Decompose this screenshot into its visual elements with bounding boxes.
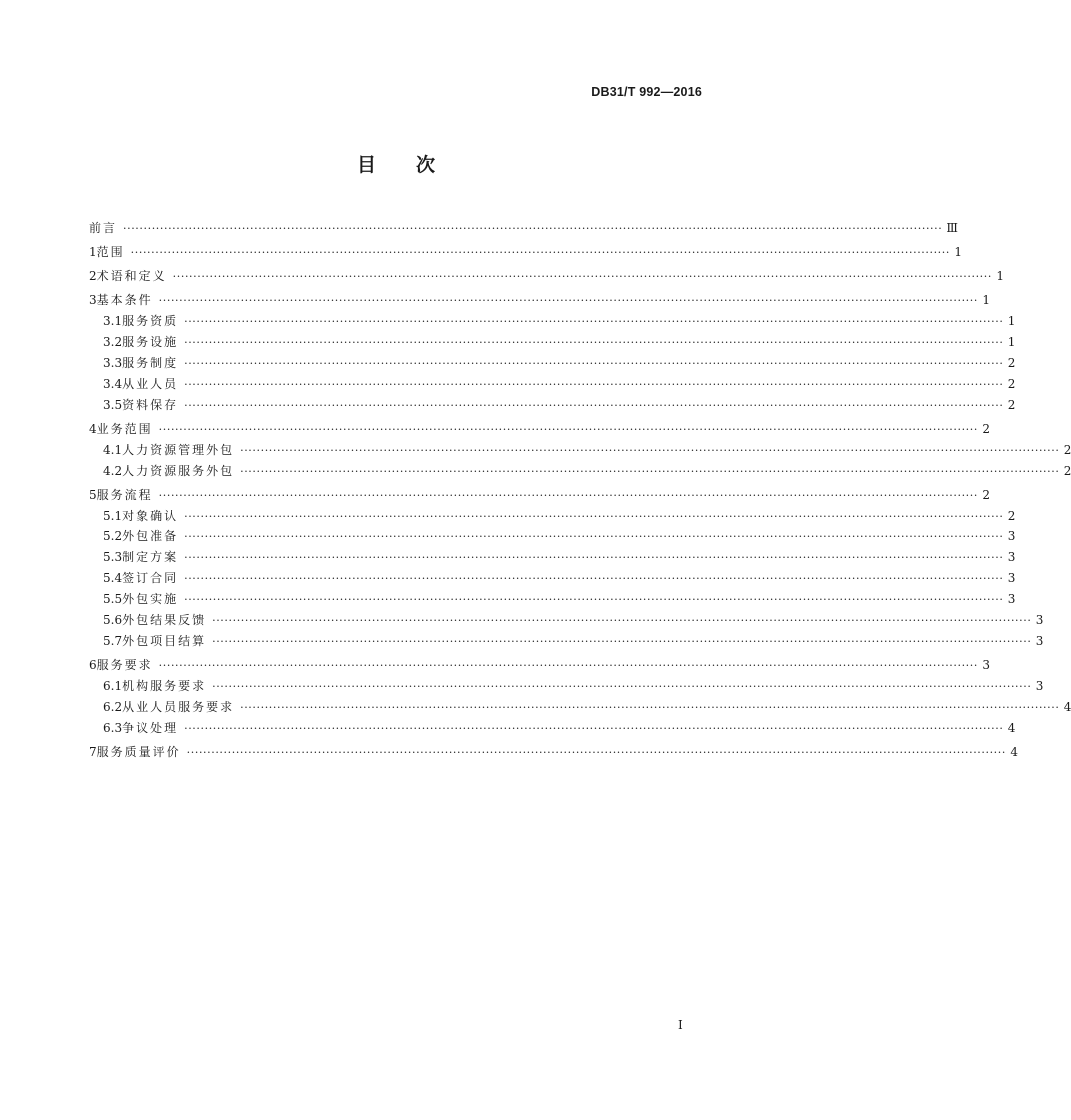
toc-entry-label: 业务范围 [96,421,153,436]
dot-leader: ········································································································································································································ [184,572,1004,586]
toc-entry-label: 前言 [89,221,118,235]
dot-leader: ········································································································································································································ [240,464,1060,478]
toc-entry-page: 3 [1007,529,1016,544]
toc-entry-page: 4 [1063,699,1071,714]
toc-entry-label: 人力资源服务外包 [122,463,235,478]
toc-entry-number: 5.3 [103,550,123,565]
toc-entry-number: 5.7 [103,633,123,648]
toc-entry-page: 4 [1010,744,1018,759]
toc-entry-number: 5.4 [103,571,123,586]
toc-entry-number: 6.1 [103,678,123,693]
toc-entry[interactable] [89,610,1044,631]
dot-leader: ········································································································································································································ [240,443,1060,457]
toc-entry-number: 5 [89,487,97,502]
dot-leader: ········································································································································································································ [184,336,1004,350]
toc-entry[interactable] [89,485,990,506]
toc-entry[interactable] [89,218,958,239]
toc-entry[interactable] [89,353,1016,374]
footer-page-number: I [678,1018,683,1032]
toc-entry[interactable] [89,419,990,440]
toc-entry-page: 2 [1007,355,1016,370]
dot-leader: ········································································································································································································ [184,530,1004,544]
toc-entry[interactable] [89,311,1016,332]
toc-entry-page: 3 [1035,678,1044,693]
toc-entry-label: 外包结果反馈 [122,612,207,627]
dot-leader: ········································································································································································································ [158,658,978,672]
toc-entry[interactable] [89,697,1071,718]
toc-entry-number: 6.3 [103,720,123,735]
toc-entry-label: 服务质量评价 [96,744,181,759]
dot-leader: ········································································································································································································ [184,593,1004,607]
toc-entry-label: 术语和定义 [96,269,167,284]
dot-leader: ········································································································································································································ [212,679,1032,693]
toc-entry[interactable] [89,395,1016,416]
toc-entry-page: 3 [1007,592,1016,607]
toc-entry-number: 3.5 [103,397,123,412]
toc-entry-number: 6 [89,657,97,672]
dot-leader: ········································································································································································································ [172,270,992,284]
dot-leader: ········································································································································································································ [184,356,1004,370]
toc-entry-page: 3 [1007,550,1016,565]
toc-entry[interactable] [89,506,1016,527]
toc-entry[interactable] [89,242,962,263]
title-char-left: 目 [356,154,376,176]
toc-entry-label: 人力资源管理外包 [122,442,235,457]
toc-entry[interactable] [89,440,1071,461]
toc-entry[interactable] [89,742,1018,763]
toc-entry[interactable] [89,589,1016,610]
toc-entry[interactable] [89,547,1016,568]
toc-entry-label: 服务资质 [122,314,179,329]
toc-entry-label: 资料保存 [122,397,179,412]
toc-entry-number: 5.2 [103,529,123,544]
toc-entry-label: 外包实施 [122,592,179,607]
dot-leader: ········································································································································································································ [240,700,1060,714]
dot-leader: ········································································································································································································ [186,745,1006,759]
toc-entry[interactable] [89,374,1016,395]
toc-entry-page: 2 [1007,397,1016,412]
toc-entry[interactable] [89,332,1016,353]
toc-entry-number: 3.3 [103,355,123,370]
toc-entry[interactable] [89,526,1016,547]
page-title [0,150,792,177]
toc-entry-number: 1 [89,245,97,260]
toc-entry-label: 从业人员服务要求 [122,699,235,714]
toc-entry-label: 对象确认 [122,508,179,523]
toc-entry-page: 1 [982,293,990,308]
toc-entry-page: 3 [982,657,990,672]
toc-entry-page: 2 [1007,508,1016,523]
dot-leader: ········································································································································································································ [158,422,978,436]
toc-entry-number: 7 [89,744,97,759]
toc-entry-number: 6.2 [103,699,123,714]
dot-leader: ········································································································································································································ [184,509,1004,523]
dot-leader: ········································································································································································································ [158,294,978,308]
toc-entry[interactable] [89,718,1016,739]
toc-entry-page: 3 [1035,612,1044,627]
dot-leader: ········································································································································································································ [212,613,1032,627]
toc-entry[interactable] [89,290,990,311]
toc-entry-page: 1 [1007,314,1016,329]
dot-leader: ········································································································································································································ [184,398,1004,412]
toc-entry-label: 范围 [96,245,125,260]
toc-entry-label: 签订合同 [122,571,179,586]
toc-entry[interactable] [89,676,1044,697]
toc-entry[interactable] [89,631,1044,652]
toc-entry-label: 服务设施 [122,335,179,350]
toc-entry-page: 3 [1035,633,1044,648]
dot-leader: ········································································································································································································ [184,721,1004,735]
toc-entry-number: 3.4 [103,376,123,391]
toc-entry-number: 4.1 [103,442,123,457]
dot-leader: ········································································································································································································ [158,488,978,502]
toc-entry-page: 2 [1063,463,1071,478]
toc-entry-label: 服务流程 [96,487,153,502]
standard-code: DB31/T 992—2016 [591,85,702,99]
toc-entry-page: 2 [1063,442,1071,457]
toc-entry-page: 2 [982,487,990,502]
toc-entry-label: 服务制度 [122,355,179,370]
toc-entry-label: 服务要求 [96,657,153,672]
dot-leader: ········································································································································································································ [184,377,1004,391]
toc-entry-label: 争议处理 [122,720,179,735]
toc-entry-label: 制定方案 [122,550,179,565]
toc-entry[interactable] [89,568,1016,589]
toc-entry-page: Ⅲ [946,221,958,235]
dot-leader: ········································································································································································································ [184,315,1004,329]
toc-entry-number: 3.1 [103,314,123,329]
toc-entry-number: 3.2 [103,335,123,350]
dot-leader: ········································································································································································································ [184,551,1004,565]
toc-entry-label: 外包项目结算 [122,633,207,648]
toc-entry-number: 4.2 [103,463,123,478]
toc-entry-number: 5.6 [103,612,123,627]
toc-entry-label: 从业人员 [122,376,179,391]
toc-entry[interactable] [89,655,990,676]
toc-entry-number: 3 [89,293,97,308]
toc-entry-label: 机构服务要求 [122,678,207,693]
toc-entry-number: 5.5 [103,592,123,607]
toc-entry[interactable] [89,266,1004,287]
toc-entry[interactable] [89,461,1071,482]
toc-entry-page: 1 [954,245,962,260]
dot-leader: ········································································································································································································ [123,222,943,235]
dot-leader: ········································································································································································································ [130,246,950,260]
table-of-contents [89,218,1071,763]
toc-entry-number: 4 [89,421,97,436]
toc-entry-page: 2 [1007,376,1016,391]
title-char-right: 次 [416,154,436,176]
toc-entry-label: 基本条件 [96,293,153,308]
toc-entry-number: 5.1 [103,508,123,523]
toc-entry-page: 2 [982,421,990,436]
toc-entry-label: 外包准备 [122,529,179,544]
toc-entry-page: 1 [1007,335,1016,350]
dot-leader: ········································································································································································································ [212,634,1032,648]
toc-entry-page: 4 [1007,720,1016,735]
toc-entry-page: 3 [1007,571,1016,586]
toc-entry-number: 2 [89,269,97,284]
toc-entry-page: 1 [996,269,1004,284]
